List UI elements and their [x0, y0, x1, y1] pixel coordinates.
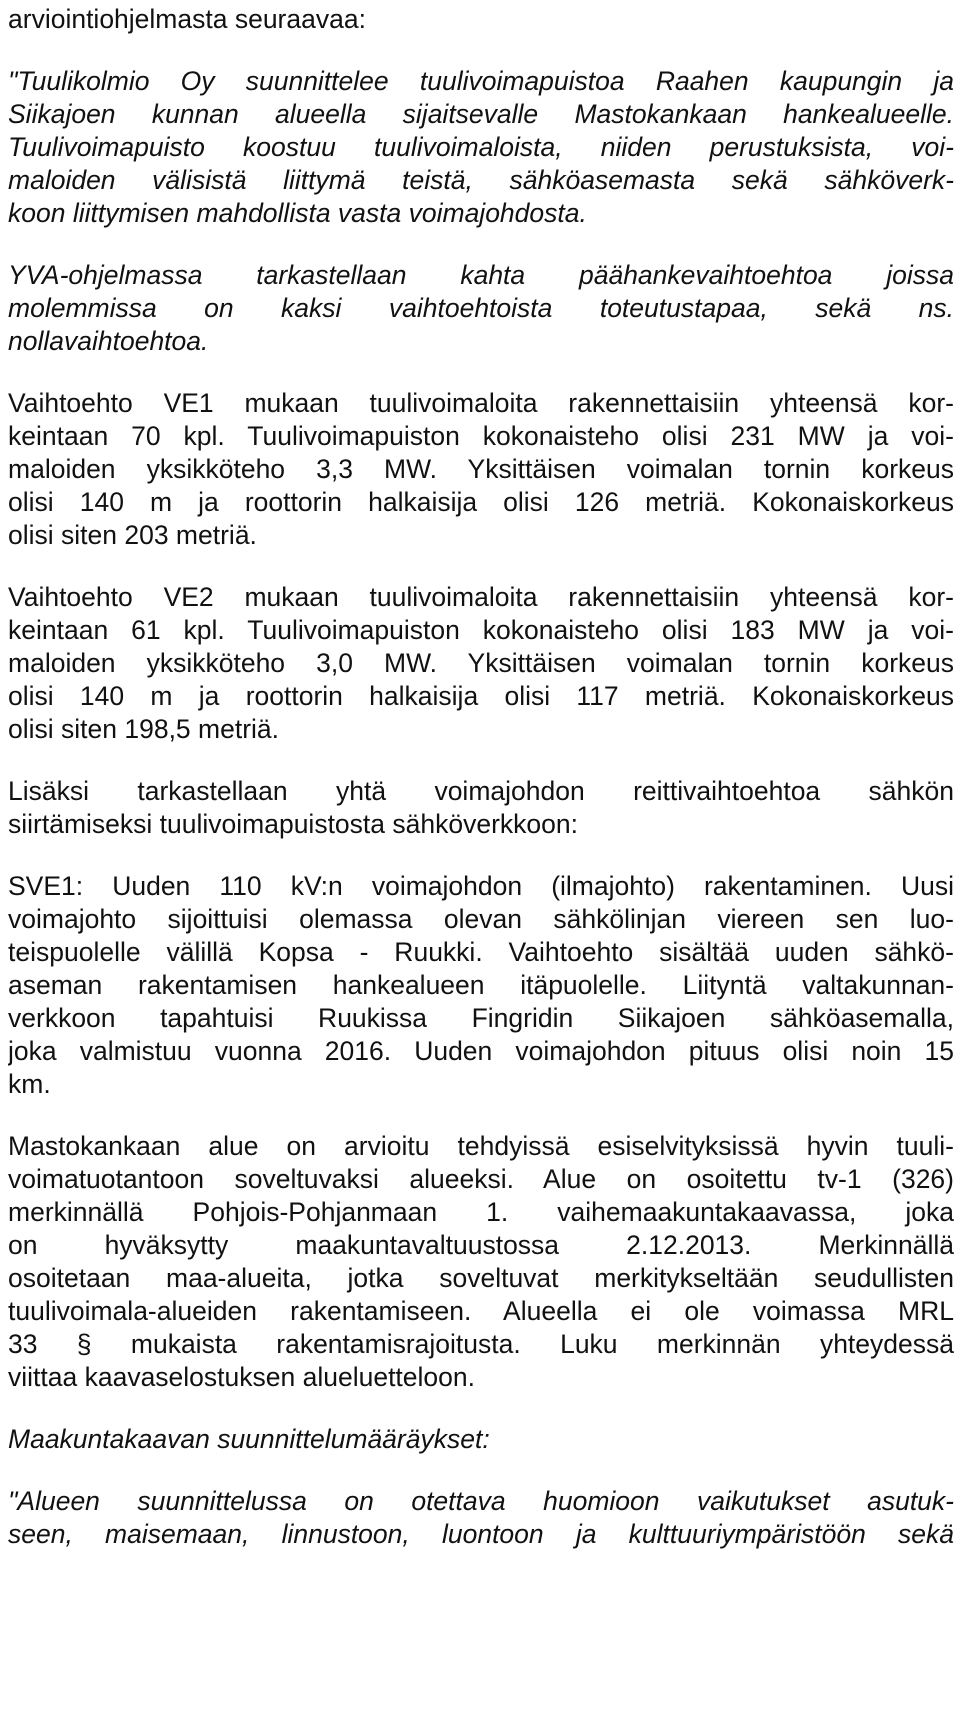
text-line: Maakuntakaavan suunnittelumääräykset:	[8, 1424, 490, 1454]
text-line: voimajohto sijoittuisi olemassa olevan sähkölinjan viereen sen luo-	[8, 904, 954, 934]
text-line: km.	[8, 1069, 51, 1099]
text-line: SVE1: Uuden 110 kV:n voimajohdon (ilmajohto) rakentaminen. Uusi	[8, 871, 954, 901]
text-line: maloiden yksikköteho 3,3 MW. Yksittäisen voimalan tornin korkeus	[8, 454, 954, 484]
text-line: osoitetaan maa-alueita, jotka soveltuvat merkitykseltään seudullisten	[8, 1263, 954, 1293]
text-line: koon liittymisen mahdollista vasta voimajohdosta.	[8, 198, 587, 228]
text-line: Tuulivoimapuisto koostuu tuulivoimaloista, niiden perustuksista, voi-	[8, 132, 954, 162]
document-page	[8, 0, 954, 1717]
text-line: Lisäksi tarkastellaan yhtä voimajohdon reittivaihtoehtoa sähkön	[8, 776, 954, 806]
text-line: molemmissa on kaksi vaihtoehtoista toteutustapaa, sekä ns.	[8, 293, 954, 323]
text-line: viittaa kaavaselostuksen alueluetteloon.	[8, 1362, 475, 1392]
text-line: aseman rakentamisen hankealueen itäpuolelle. Liityntä valtakunnan-	[8, 970, 954, 1000]
text-line: nollavaihtoehtoa.	[8, 326, 209, 356]
text-line: keintaan 70 kpl. Tuulivoimapuiston kokonaisteho olisi 231 MW ja voi-	[8, 421, 954, 451]
text-line: olisi siten 203 metriä.	[8, 520, 257, 550]
text-line: tuulivoimala-alueiden rakentamiseen. Alueella ei ole voimassa MRL	[8, 1296, 954, 1326]
text-line: seen, maisemaan, linnustoon, luontoon ja kulttuuriympäristöön sekä	[8, 1519, 954, 1549]
text-line: siirtämiseksi tuulivoimapuistosta sähköverkkoon:	[8, 809, 578, 839]
text-line: olisi siten 198,5 metriä.	[8, 714, 280, 744]
text-line: Vaihtoehto VE1 mukaan tuulivoimaloita rakennettaisiin yhteensä kor-	[8, 388, 954, 418]
text-line: keintaan 61 kpl. Tuulivoimapuiston kokonaisteho olisi 183 MW ja voi-	[8, 615, 954, 645]
text-line: "Alueen suunnittelussa on otettava huomioon vaikutukset asutuk-	[8, 1486, 954, 1516]
text-line: merkinnällä Pohjois-Pohjanmaan 1. vaihemaakuntakaavassa, joka	[8, 1197, 954, 1227]
text-line: Mastokankaan alue on arvioitu tehdyissä esiselvityksissä hyvin tuuli-	[8, 1131, 954, 1161]
text-line: verkkoon tapahtuisi Ruukissa Fingridin Siikajoen sähköasemalla,	[8, 1003, 954, 1033]
text-line: olisi 140 m ja roottorin halkaisija olisi 117 metriä. Kokonaiskorkeus	[8, 681, 954, 711]
text-line: teispuolelle välillä Kopsa - Ruukki. Vaihtoehto sisältää uuden sähkö-	[8, 937, 954, 967]
text-line: Vaihtoehto VE2 mukaan tuulivoimaloita rakennettaisiin yhteensä kor-	[8, 582, 954, 612]
text-line: "Tuulikolmio Oy suunnittelee tuulivoimapuistoa Raahen kaupungin ja	[8, 66, 954, 96]
text-line: voimatuotantoon soveltuvaksi alueeksi. Alue on osoitettu tv-1 (326)	[8, 1164, 954, 1194]
text-line: Siikajoen kunnan alueella sijaitsevalle Mastokankaan hankealueelle.	[8, 99, 954, 129]
text-line: YVA-ohjelmassa tarkastellaan kahta päähankevaihtoehtoa joissa	[8, 260, 954, 290]
text-line: olisi 140 m ja roottorin halkaisija olisi 126 metriä. Kokonaiskorkeus	[8, 487, 954, 517]
text-line: 33 § mukaista rakentamisrajoitusta. Luku merkinnän yhteydessä	[8, 1329, 954, 1359]
text-line: maloiden välisistä liittymä teistä, sähköasemasta sekä sähköverk-	[8, 165, 954, 195]
text-line: maloiden yksikköteho 3,0 MW. Yksittäisen voimalan tornin korkeus	[8, 648, 954, 678]
text-line: arviointiohjelmasta seuraavaa:	[8, 4, 366, 34]
text-line: joka valmistuu vuonna 2016. Uuden voimajohdon pituus olisi noin 15	[8, 1036, 954, 1066]
text-line: on hyväksytty maakuntavaltuustossa 2.12.2013. Merkinnällä	[8, 1230, 954, 1260]
